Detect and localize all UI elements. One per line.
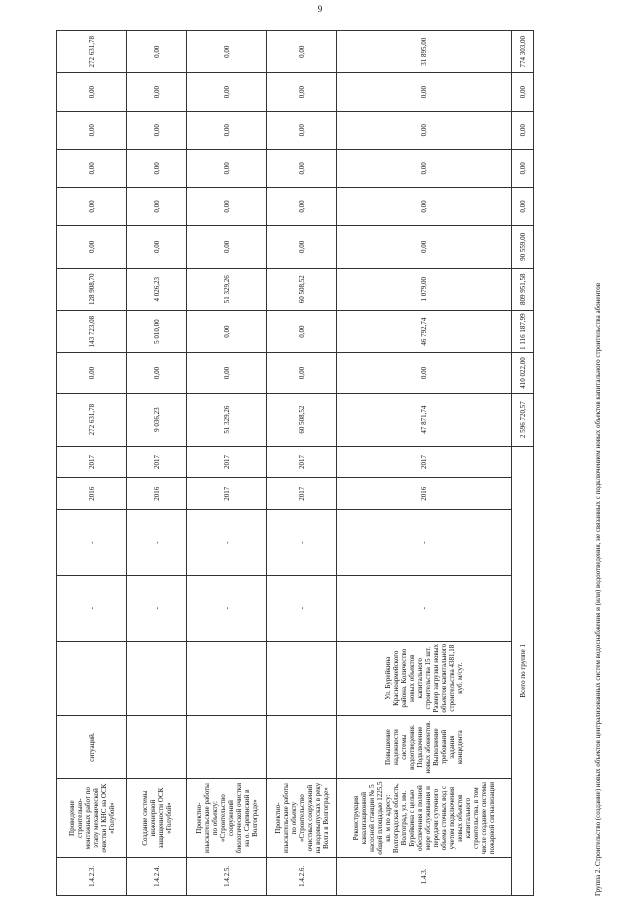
- cell-v1: 0,00: [57, 353, 127, 393]
- cell-v5: 0,00: [57, 187, 127, 225]
- table-row: [187, 31, 267, 896]
- cell-v2: 0,00: [187, 310, 267, 352]
- cell-c6: -: [267, 510, 337, 576]
- cell-total: 47 871,74: [337, 393, 512, 446]
- cell-v3: 128 908,70: [57, 268, 127, 310]
- cell-v7: 0,00: [57, 111, 127, 149]
- total-v1: 410 022,00: [512, 353, 534, 393]
- cell-name: Создание системы инженерной защищенности ОСК «Голубой»: [127, 779, 187, 857]
- cell-start: 2016: [337, 478, 512, 510]
- cell-code: 1.4.2.3.: [57, 857, 127, 895]
- cell-last: 0,00: [127, 31, 187, 74]
- cell-c6: -: [337, 510, 512, 576]
- cell-v6: 0,00: [187, 149, 267, 187]
- cell-start: 2016: [57, 478, 127, 510]
- total-v8: 0,00: [512, 73, 534, 111]
- total-sum: 2 596 720,57: [512, 393, 534, 446]
- cell-v5: 0,00: [267, 187, 337, 225]
- cell-indicator: [187, 641, 267, 715]
- cell-v8: 0,00: [267, 73, 337, 111]
- cell-start: 2017: [187, 478, 267, 510]
- total-v5: 0,00: [512, 187, 534, 225]
- cell-last: 0,00: [187, 31, 267, 74]
- cell-v4: 0,00: [337, 226, 512, 268]
- cell-goal: [267, 715, 337, 779]
- total-last: 774 303,00: [512, 31, 534, 74]
- cell-v1: 0,00: [187, 353, 267, 393]
- total-label: Всего по группе 1: [512, 446, 534, 895]
- cell-c5: -: [57, 575, 127, 641]
- cell-c5: -: [267, 575, 337, 641]
- cell-v6: 0,00: [57, 149, 127, 187]
- cell-name: Реконструкция канализационной насосной станции № 5 общей площадью 1225,5 кв. м по адресу: Волгоградская область, Волгоград, ул. им. Бурейкина с целью обеспечения в полной мере обслуживания и передачи суточного объема сточных вод с учетом подключения новых объектов капитального строительства, в том числе создание системы пожарной сигнализации: [337, 779, 512, 857]
- cell-goal: ситуаций.: [57, 715, 127, 779]
- cell-code: 1.4.2.5.: [187, 857, 267, 895]
- cell-v4: 0,00: [187, 226, 267, 268]
- cell-start: 2017: [267, 478, 337, 510]
- cell-v4: 0,00: [267, 226, 337, 268]
- cell-last: 272 631,78: [57, 31, 127, 74]
- cell-v6: 0,00: [127, 149, 187, 187]
- cell-start: 2016: [127, 478, 187, 510]
- page-number: 9: [317, 4, 323, 14]
- cell-total: 9 036,23: [127, 393, 187, 446]
- cell-v1: 0,00: [267, 353, 337, 393]
- cell-c5: -: [127, 575, 187, 641]
- cell-v8: 0,00: [57, 73, 127, 111]
- cell-v8: 0,00: [187, 73, 267, 111]
- cell-c6: -: [187, 510, 267, 576]
- cell-v7: 0,00: [127, 111, 187, 149]
- cell-indicator: [127, 641, 187, 715]
- cell-v8: 0,00: [337, 73, 512, 111]
- cell-indicator: [57, 641, 127, 715]
- cell-v4: 0,00: [127, 226, 187, 268]
- cell-end: 2017: [187, 446, 267, 478]
- table-row: [127, 31, 187, 896]
- group-footer: Группа 2. Строительство (создание) новых объектов централизованных систем водоснабжения и (или) водоотведения, не связанных с подключением новых объектов капитального строительства абонентов: [594, 282, 602, 896]
- cell-name: Проектно-изыскательские работы по объекту: «Строительство сооружений биологической очистки на о. Сарпинский в Волгограде»: [187, 779, 267, 857]
- table-row: [337, 31, 512, 896]
- cell-v1: 0,00: [337, 353, 512, 393]
- cell-v7: 0,00: [337, 111, 512, 149]
- cell-last: 0,00: [267, 31, 337, 74]
- cell-v2: 46 792,74: [337, 310, 512, 352]
- cell-end: 2017: [127, 446, 187, 478]
- cell-v7: 0,00: [187, 111, 267, 149]
- total-v7: 0,00: [512, 111, 534, 149]
- cell-v2: 143 723,08: [57, 310, 127, 352]
- cell-name: Проектно-изыскательские работы по объекту «Строительство очистных сооружений на водовыпусках в реку Волга в Волгограде»: [267, 779, 337, 857]
- cell-v3: 4 026,23: [127, 268, 187, 310]
- total-v6: 0,00: [512, 149, 534, 187]
- cell-v2: 5 010,00: [127, 310, 187, 352]
- cell-v7: 0,00: [267, 111, 337, 149]
- cell-v4: 0,00: [57, 226, 127, 268]
- cell-v8: 0,00: [127, 73, 187, 111]
- cell-end: 2017: [267, 446, 337, 478]
- table-row: [267, 31, 337, 896]
- cell-v5: 0,00: [127, 187, 187, 225]
- table-row: [57, 31, 127, 896]
- investment-table: [56, 30, 534, 896]
- cell-code: 1.4.2.6.: [267, 857, 337, 895]
- cell-indicator: Ул. Бурейкина Красноармейского района. Количество новых объектов капитального строительства 15 шт. Размер загрузки новых объектов капитального строительства 4381,18 куб. м/сут.: [337, 641, 512, 715]
- cell-goal: [127, 715, 187, 779]
- cell-c6: -: [127, 510, 187, 576]
- cell-v3: 51 329,26: [187, 268, 267, 310]
- cell-v2: 0,00: [267, 310, 337, 352]
- cell-code: 1.4.3.: [337, 857, 512, 895]
- cell-total: 51 329,26: [187, 393, 267, 446]
- total-v3: 809 951,58: [512, 268, 534, 310]
- cell-c5: -: [337, 575, 512, 641]
- total-row: [512, 31, 534, 896]
- cell-v3: 60 508,52: [267, 268, 337, 310]
- cell-last: 31 895,00: [337, 31, 512, 74]
- cell-end: 2017: [337, 446, 512, 478]
- rotated-table-page: [56, 30, 602, 896]
- cell-c5: -: [187, 575, 267, 641]
- cell-code: 1.4.2.4.: [127, 857, 187, 895]
- cell-end: 2017: [57, 446, 127, 478]
- cell-indicator: [267, 641, 337, 715]
- cell-v6: 0,00: [337, 149, 512, 187]
- cell-c6: -: [57, 510, 127, 576]
- cell-v5: 0,00: [187, 187, 267, 225]
- cell-name: Проведение строительно-монтажных работ по этапу механической очистки I КНС на ОСК «Голубой»: [57, 779, 127, 857]
- cell-v1: 0,00: [127, 353, 187, 393]
- cell-total: 60 508,52: [267, 393, 337, 446]
- cell-goal: Повышение надежности системы водоотведения. Подключение новых абонентов. Выполнение требований задания концедента: [337, 715, 512, 779]
- cell-total: 272 631,78: [57, 393, 127, 446]
- cell-goal: [187, 715, 267, 779]
- cell-v6: 0,00: [267, 149, 337, 187]
- cell-v5: 0,00: [337, 187, 512, 225]
- cell-v3: 1 079,00: [337, 268, 512, 310]
- total-v4: 90 559,00: [512, 226, 534, 268]
- total-v2: 1 116 187,99: [512, 310, 534, 352]
